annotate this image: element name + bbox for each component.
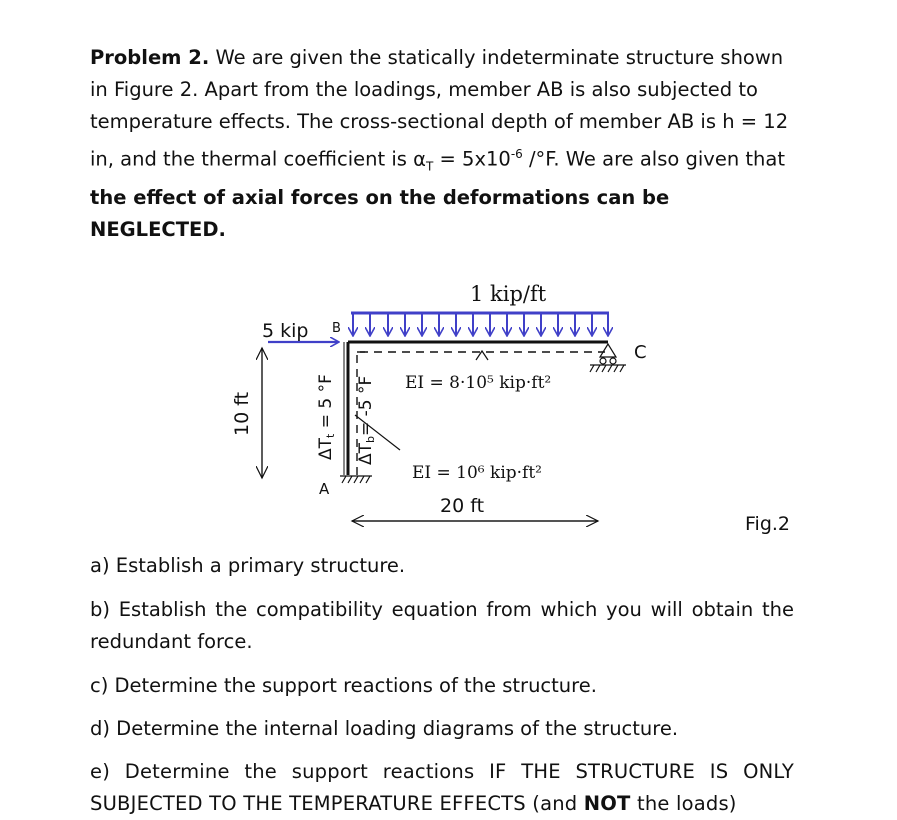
node-a-label: A bbox=[319, 480, 330, 498]
alpha-subscript: T bbox=[425, 159, 434, 174]
question-b-line-2: redundant force. bbox=[90, 630, 253, 653]
exponent: -6 bbox=[510, 147, 523, 161]
node-b-label: B bbox=[332, 321, 341, 336]
question-b bbox=[90, 594, 794, 658]
dashed-reference bbox=[357, 352, 605, 475]
problem-label: Problem 2. bbox=[90, 46, 210, 69]
question-e-text-b: the loads) bbox=[630, 792, 737, 815]
problem-text-1: We are given the statically indeterminate structure shown bbox=[209, 46, 784, 69]
roller-support-c bbox=[590, 344, 626, 372]
problem-line-3: temperature effects. The cross-sectional depth of member AB is h = 12 bbox=[90, 110, 789, 133]
distributed-load bbox=[351, 313, 609, 335]
span-label: 20 ft bbox=[440, 495, 485, 517]
node-c-label: C bbox=[634, 342, 647, 363]
problem-text-4a: in, and the thermal coefficient is α bbox=[90, 147, 426, 171]
problem-line-5: the effect of axial forces on the deformations can be NEGLECTED. bbox=[90, 186, 670, 242]
load-label: 1 kip/ft bbox=[470, 282, 547, 306]
question-b-line-1: b) Establish the compatibility equation from which you will obtain the bbox=[90, 598, 794, 621]
question-e bbox=[90, 756, 794, 820]
temp-bottom-label: ΔTb= -5 °F bbox=[356, 375, 377, 465]
question-d: d) Determine the internal loading diagrams of the structure. bbox=[90, 717, 679, 740]
question-e-line-1: e) Determine the support reactions IF THE STRUCTURE IS ONLY bbox=[90, 760, 794, 783]
temp-top-label: ΔTt = 5 °F bbox=[316, 374, 337, 460]
question-a: a) Establish a primary structure. bbox=[90, 554, 406, 577]
problem-text-4b: = 5x10 bbox=[433, 147, 511, 171]
ei-beam-label: EI = 8·10⁵ kip·ft² bbox=[405, 373, 552, 393]
point-load-label: 5 kip bbox=[262, 320, 309, 342]
question-e-not: NOT bbox=[583, 792, 631, 815]
question-e-text-a: SUBJECTED TO THE TEMPERATURE EFFECTS (and bbox=[90, 792, 584, 815]
problem-line-2: in Figure 2. Apart from the loadings, member AB is also subjected to bbox=[90, 78, 758, 101]
question-c: c) Determine the support reactions of the structure. bbox=[90, 674, 597, 697]
figure-caption: Fig.2 bbox=[745, 513, 791, 535]
ei-column-label: EI = 10⁶ kip·ft² bbox=[412, 463, 542, 483]
height-label: 10 ft bbox=[231, 391, 253, 436]
fixed-support-a bbox=[340, 476, 372, 483]
question-e-line-2 bbox=[90, 788, 794, 820]
problem-text-4c: /°F. We are also given that bbox=[522, 147, 785, 171]
